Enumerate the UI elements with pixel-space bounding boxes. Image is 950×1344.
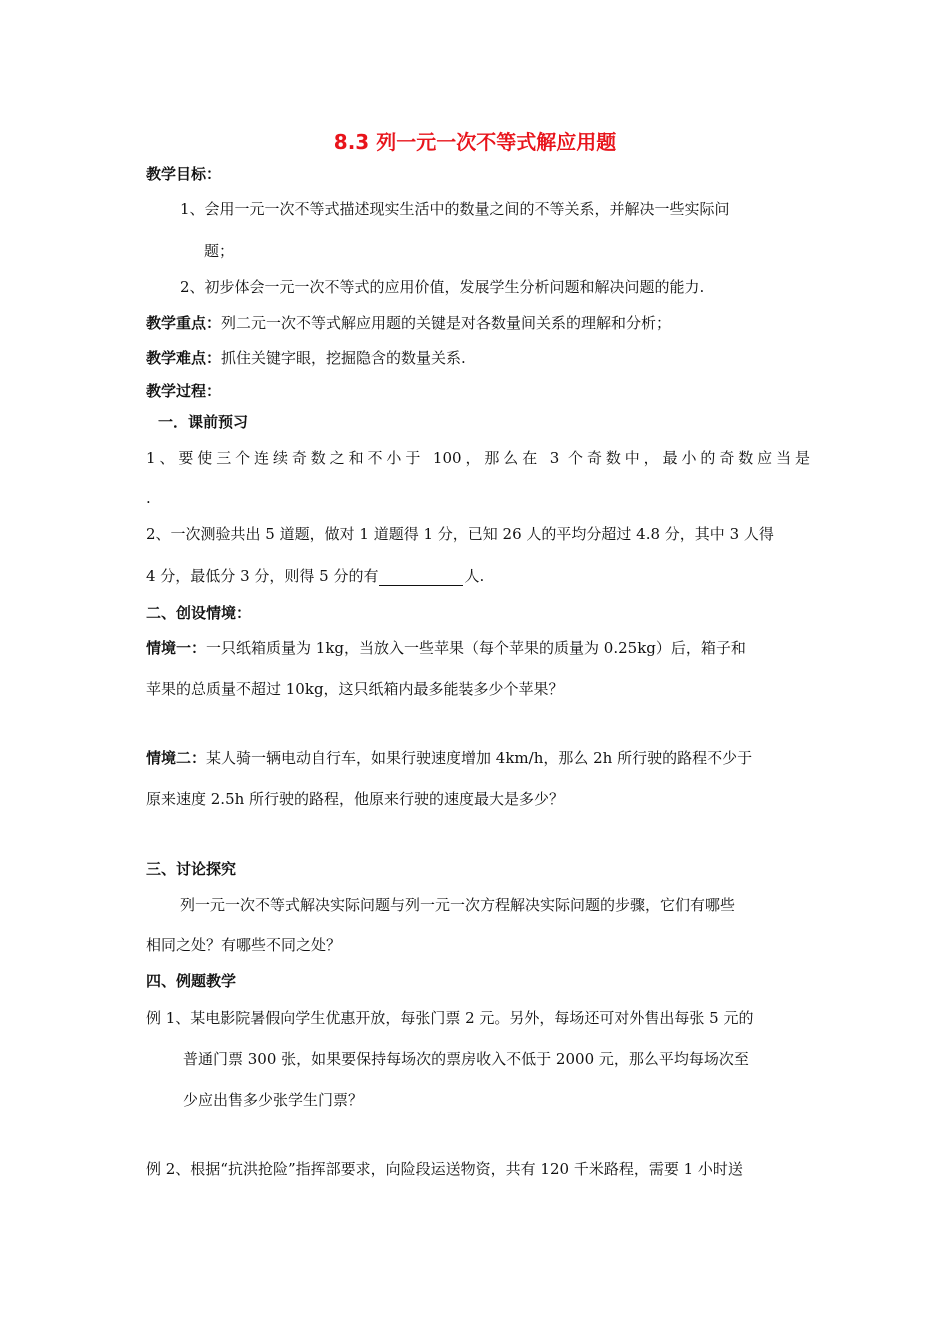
discussion-line-1: 列一元一次不等式解决实际问题与列一元一次方程解决实际问题的步骤，它们有哪些 — [180, 896, 736, 914]
difficulty-label: 教学难点： — [146, 349, 222, 367]
question-2-line-1: 2、一次测验共出 5 道题，做对 1 道题得 1 分，已知 26 人的平均分超过 4.8 分，其中 3 人得 — [146, 525, 774, 543]
question-1-line-2: . — [146, 489, 151, 507]
process-label: 教学过程： — [146, 382, 222, 400]
scenario-1-line-2: 苹果的总质量不超过 10kg，这只纸箱内最多能装多少个苹果？ — [146, 680, 564, 698]
scenario-2-line-1 — [146, 748, 810, 768]
section-4-heading: 四、例题教学 — [146, 972, 237, 990]
example-1-line-3: 少应出售多少张学生门票？ — [183, 1091, 364, 1109]
key-point-label: 教学重点： — [146, 314, 222, 332]
example-1-line-1: 例 1、某电影院暑假向学生优惠开放，每张门票 2 元。另外，每场还可对外售出每张 5 元的 — [146, 1009, 754, 1027]
section-3-heading: 三、讨论探究 — [146, 860, 237, 878]
goal-2: 2、初步体会一元一次不等式的应用价值，发展学生分析问题和解决问题的能力. — [180, 278, 705, 296]
goal-1-line-1: 1、会用一元一次不等式描述现实生活中的数量之间的不等关系，并解决一些实际问 — [180, 200, 730, 218]
question-2-line-2 — [146, 566, 810, 586]
scenario-1-text: 一只纸箱质量为 1kg，当放入一些苹果（每个苹果的质量为 0.25kg）后，箱子和 — [206, 639, 746, 657]
question-2-text-b: 人. — [464, 567, 485, 585]
section-2-heading: 二、创设情境： — [146, 604, 252, 622]
question-1-line-1: 1、要使三个连续奇数之和不小于 100，那么在 3 个奇数中，最小的奇数应当是 — [146, 449, 810, 467]
example-2-line-1: 例 2、根据“抗洪抢险”指挥部要求，向险段运送物资，共有 120 千米路程，需要 1 小时送 — [146, 1160, 743, 1178]
scenario-1-label: 情境一： — [146, 639, 207, 657]
question-2-text-a: 4 分，最低分 3 分，则得 5 分的有 — [146, 567, 379, 585]
document-title: 8.3 列一元一次不等式解应用题 — [333, 130, 617, 154]
example-1-line-2: 普通门票 300 张，如果要保持每场次的票房收入不低于 2000 元，那么平均每场次至 — [183, 1050, 749, 1068]
goal-1-line-2: 题； — [204, 242, 235, 260]
difficulty-text: 抓住关键字眼，挖掘隐含的数量关系. — [221, 349, 466, 367]
scenario-2-label: 情境二： — [146, 749, 207, 767]
answer-blank — [379, 569, 463, 586]
key-point-text: 列二元一次不等式解应用题的关键是对各数量间关系的理解和分析； — [221, 314, 672, 332]
section-1-heading: 一．课前预习 — [158, 413, 249, 431]
discussion-line-2: 相同之处？有哪些不同之处？ — [146, 936, 342, 954]
goals-label: 教学目标： — [146, 165, 222, 183]
difficulty-point — [146, 348, 810, 368]
key-point — [146, 313, 810, 333]
scenario-1-line-1 — [146, 638, 810, 658]
scenario-2-text: 某人骑一辆电动自行车，如果行驶速度增加 4km/h，那么 2h 所行驶的路程不少于 — [206, 749, 753, 767]
scenario-2-line-2: 原来速度 2.5h 所行驶的路程，他原来行驶的速度最大是多少？ — [146, 790, 565, 808]
